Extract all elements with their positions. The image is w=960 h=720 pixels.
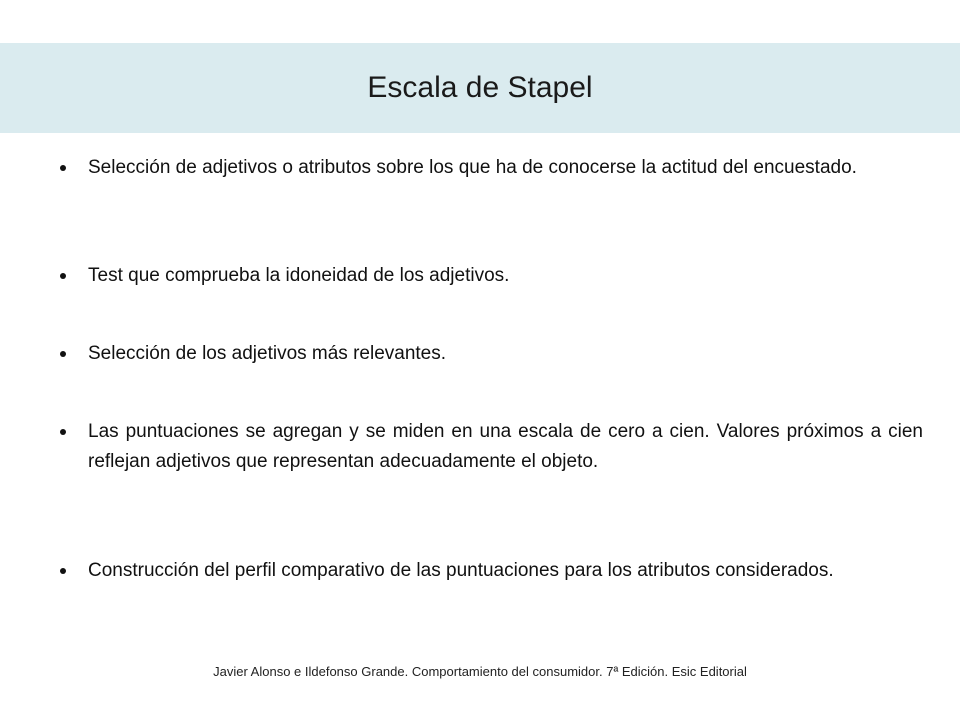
bullet-dot-icon — [60, 568, 66, 574]
bullet-dot-icon — [60, 165, 66, 171]
bullet-text: Construcción del perfil comparativo de las puntuaciones para los atributos considerados. — [88, 560, 834, 581]
slide-title: Escala de Stapel — [367, 71, 593, 104]
bullet-item — [60, 417, 923, 477]
bullet-item — [60, 339, 923, 369]
footer-citation: Javier Alonso e Ildefonso Grande. Comportamiento del consumidor. 7ª Edición. Esic Editorial — [213, 664, 747, 679]
bullet-text: Test que comprueba la idoneidad de los adjetivos. — [88, 265, 510, 286]
bullet-text: Selección de adjetivos o atributos sobre los que ha de conocerse la actitud del encuestado. — [88, 157, 857, 178]
bullet-item — [60, 556, 923, 586]
bullet-dot-icon — [60, 273, 66, 279]
bullet-item — [60, 261, 923, 291]
bullet-dot-icon — [60, 429, 66, 435]
bullet-dot-icon — [60, 351, 66, 357]
bullet-text: Las puntuaciones se agregan y se miden en una escala de cero a cien. Valores próximos a cien reflejan adjetivos que representan adecuadamente el objeto. — [88, 421, 923, 472]
bullet-text: Selección de los adjetivos más relevantes. — [88, 343, 447, 364]
bullet-item — [60, 153, 923, 183]
title-band — [0, 43, 960, 133]
